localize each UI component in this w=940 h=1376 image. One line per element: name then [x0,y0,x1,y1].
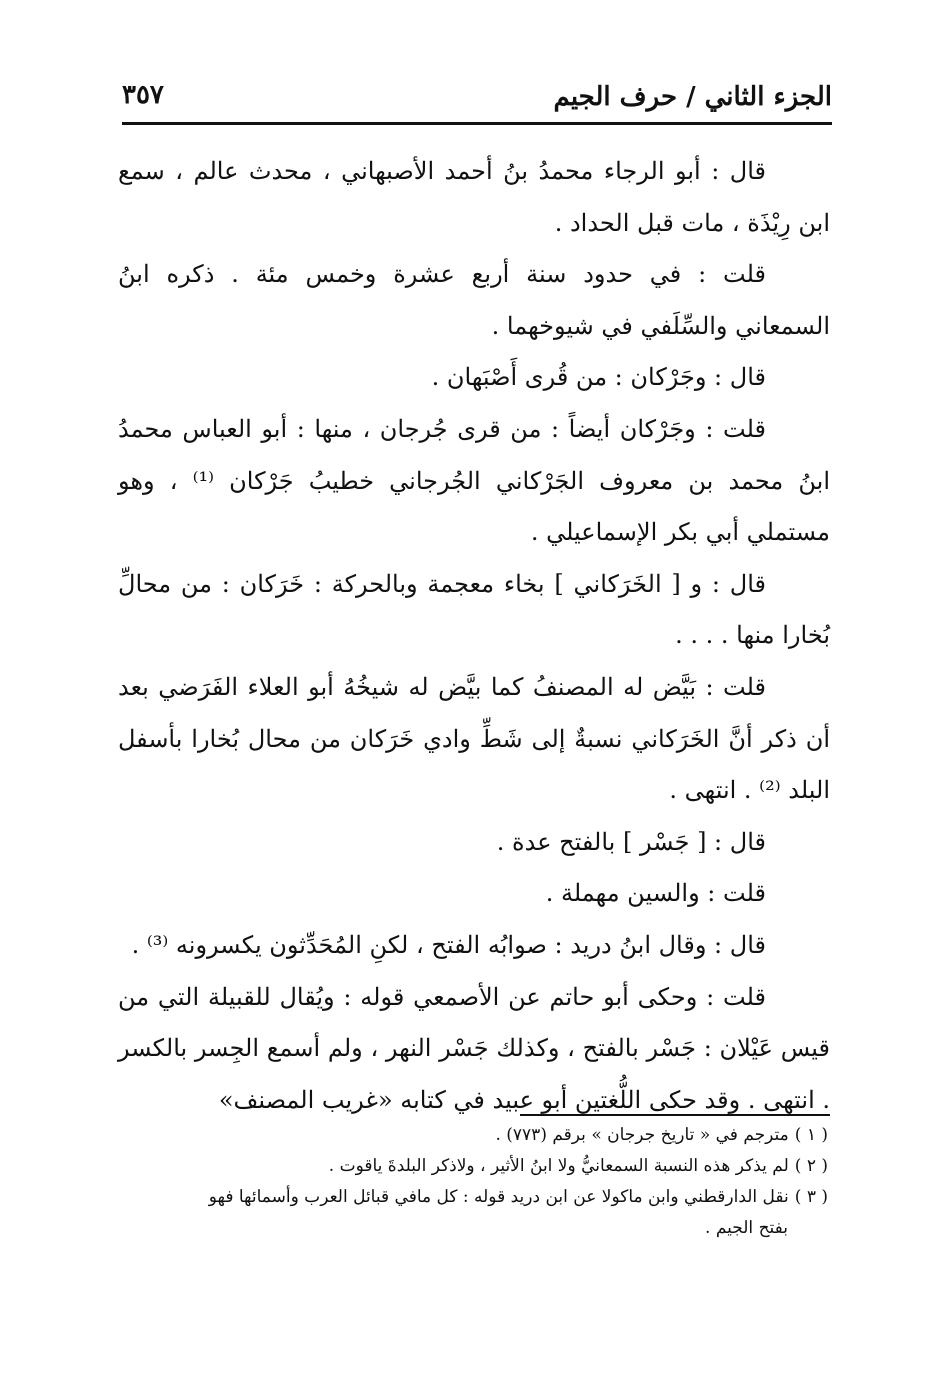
footnote-text: مترجم في « تاريخ جرجان » برقم (٧٧٣) . [495,1125,789,1145]
footnote [128,1120,828,1151]
footnote-number: ( ٢ ) [794,1156,828,1176]
paragraph: قال : وجَرْكان : من قُرى أَصْبَهان . [431,363,766,392]
paragraph: قال : أبو الرجاء محمدُ بنُ أحمد الأصبهاني ، محدث عالم ، سمع ابن رِيْذَة ، مات قبل الحداد . [118,157,830,237]
footnote-continuation: بفتح الجيم . [705,1218,788,1238]
paragraph: قلت : والسين مهملة . [545,879,766,908]
main-text [118,146,830,1126]
footnote-number: ( ١ ) [794,1125,828,1145]
page-header [122,72,832,122]
footnote-divider [520,1114,830,1116]
footnote [128,1151,828,1182]
paragraph: قلت : وحكى أبو حاتم عن الأصمعي قوله : ويُقال للقبيلة التي من قيس عَيْلان : جَسْر بالفتح ، وكذلك جَسْر النهر ، ولم أسمع الجِسر بالكسر . انتهى . وقد حكى اللُّغتين أبو عبيد في كتابه «غريب المصنف» [118,982,830,1114]
header-divider [122,122,832,125]
footnote-number: ( ٣ ) [794,1187,828,1207]
footnote-text: نقل الدارقطني وابن ماكولا عن ابن دريد قوله : كل مافي قبائل العرب وأسمائها فهو [208,1187,789,1207]
paragraph: قلت : بَيَّض له المصنفُ كما بيَّض له شيخُهُ أبو العلاء الفَرَضي بعد أن ذكر أنَّ الخَرَكاني نسبةٌ إلى شَطِّ وادي خَرَكان من محال بُخارا بأسفل البلد ⁽²⁾ . انتهى . [118,672,830,805]
footnote [128,1182,828,1213]
paragraph: قال : [ جَسْر ] بالفتح عدة . [496,827,766,856]
running-title: الجزء الثاني / حرف الجيم [553,82,832,112]
footnotes [128,1120,828,1244]
paragraph: قال : و [ الخَرَكاني ] بخاء معجمة وبالحركة : خَرَكان : من محالِّ بُخارا منها . . . . [118,569,830,650]
paragraph: قلت : وجَرْكان أيضاً : من قرى جُرجان ، منها : أبو العباس محمدُ ابنُ محمد بن معروف الجَرْكاني الجُرجاني خطيبُ جَرْكان ⁽¹⁾ ، وهو مستملي أبي بكر الإسماعيلي . [118,414,830,547]
page-number: ٣٥٧ [122,80,164,110]
paragraph: قال : وقال ابنُ دريد : صوابُه الفتح ، لكنِ المُحَدِّثون يكسرونه ⁽³⁾ . [131,930,766,959]
paragraph: قلت : في حدود سنة أربع عشرة وخمس مئة . ذكره ابنُ السمعاني والسِّلَفي في شيوخهما . [118,260,830,340]
footnote-text: لم يذكر هذه النسبة السمعانيُّ ولا ابنُ الأثير ، ولاذكر البلدةَ ياقوت . [328,1156,789,1176]
